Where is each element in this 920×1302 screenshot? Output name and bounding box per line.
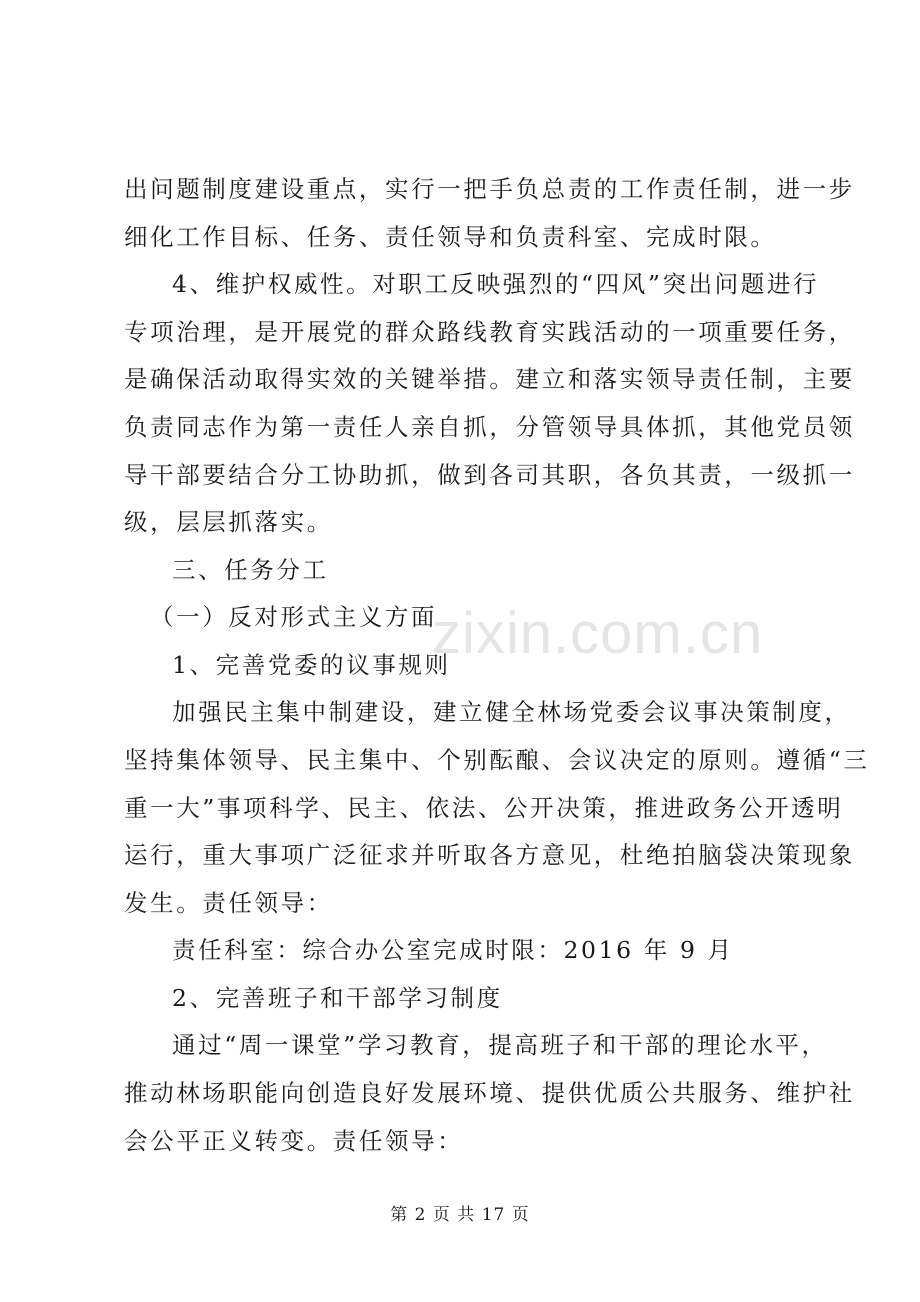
paragraph-line: 发生。责任领导： <box>124 889 333 917</box>
paragraph-line: 推动林场职能向创造良好发展环境、提供优质公共服务、维护社 <box>124 1079 855 1107</box>
page-footer: 第 2 页 共 17 页 <box>390 1205 530 1225</box>
paragraph-line: 通过“周一课堂”学习教育，提高班子和干部的理论水平， <box>172 1031 828 1059</box>
paragraph-line: 出问题制度建设重点，实行一把手负总责的工作责任制，进一步 <box>124 175 855 203</box>
paragraph-line: 加强民主集中制建设，建立健全林场党委会议事决策制度， <box>172 698 851 726</box>
section-heading: 三、任务分工 <box>172 556 329 584</box>
paragraph-line: 细化工作目标、任务、责任领导和负责科室、完成时限。 <box>124 223 777 251</box>
paragraph-line: 导干部要结合分工协助抓，做到各司其职，各负其责，一级抓一 <box>124 461 855 489</box>
paragraph-line: 专项治理，是开展党的群众路线教育实践活动的一项重要任务， <box>124 318 855 346</box>
item-heading: 2、完善班子和干部学习制度 <box>172 984 503 1012</box>
paragraph-line: 责任科室：综合办公室完成时限：2016 年 9 月 <box>172 936 734 964</box>
paragraph-line: 运行，重大事项广泛征求并听取各方意见，杜绝拍脑袋决策现象 <box>124 841 855 869</box>
paragraph-line: 级，层层抓落实。 <box>124 508 333 536</box>
paragraph-line: 重一大”事项科学、民主、依法、公开决策，推进政务公开透明 <box>124 794 844 822</box>
paragraph-line: 负责同志作为第一责任人亲自抓，分管领导具体抓，其他党员领 <box>124 413 855 441</box>
paragraph-line: 坚持集体领导、民主集中、个别酝酿、会议决定的原则。遵循“三 <box>124 746 870 774</box>
paragraph-line: 会公平正义转变。责任领导： <box>124 1127 464 1155</box>
subsection-heading: （一）反对形式主义方面 <box>150 603 438 631</box>
watermark-text: zixin.com.cn <box>432 601 764 666</box>
paragraph-line: 4、维护权威性。对职工反映强烈的“四风”突出问题进行 <box>172 270 820 298</box>
item-heading: 1、完善党委的议事规则 <box>172 651 451 679</box>
paragraph-line: 是确保活动取得实效的关键举措。建立和落实领导责任制，主要 <box>124 365 855 393</box>
